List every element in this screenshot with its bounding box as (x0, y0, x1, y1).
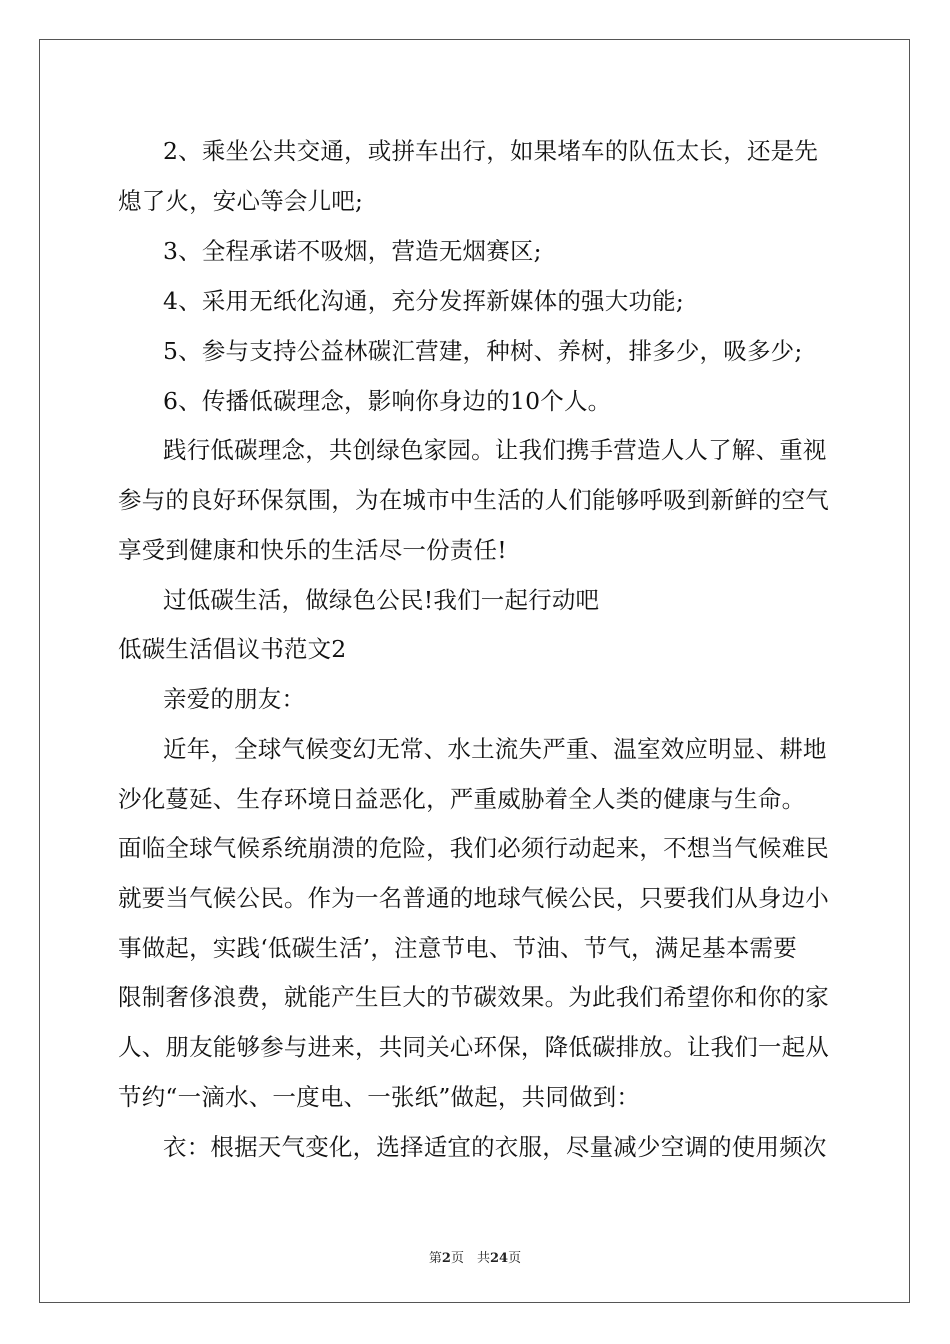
salutation: 亲爱的朋友： (163, 685, 306, 713)
text-line: 事做起，实践‘低碳生活’，注意节电、节油、节气，满足基本需要 (118, 934, 797, 962)
text-line: 沙化蔓延、生存环境日益恶化，严重威胁着全人类的健康与生命。 (118, 785, 806, 813)
text-line: 人、朋友能够参与进来，共同关心环保，降低碳排放。让我们一起从 (118, 1033, 829, 1061)
text-line: 面临全球气候系统崩溃的危险，我们必须行动起来，不想当气候难民 (118, 834, 829, 862)
text-line: 5、参与支持公益林碳汇营建，种树、养树，排多少，吸多少; (163, 337, 803, 365)
footer-prefix: 第 (428, 1251, 442, 1266)
text-line: 近年，全球气候变幻无常、水土流失严重、温室效应明显、耕地 (163, 735, 827, 763)
footer-suffix: 页 (508, 1251, 522, 1266)
text-line: 就要当气候公民。作为一名普通的地球气候公民，只要我们从身边小 (118, 884, 829, 912)
footer-mid: 页 共 (450, 1251, 490, 1266)
text-line: 6、传播低碳理念，影响你身边的10个人。 (163, 387, 612, 415)
text-line: 衣：根据天气变化，选择适宜的衣服，尽量减少空调的使用频次 (163, 1133, 827, 1161)
text-line: 限制奢侈浪费，就能产生巨大的节碳效果。为此我们希望你和你的家 (118, 983, 829, 1011)
text-line: 3、全程承诺不吸烟，营造无烟赛区; (163, 237, 542, 265)
total-page-number: 24 (489, 1251, 509, 1266)
text-line: 践行低碳理念，共创绿色家园。让我们携手营造人人了解、重视 (163, 436, 827, 464)
text-line: 享受到健康和快乐的生活尽一份责任! (118, 536, 507, 564)
current-page-number: 2 (441, 1251, 451, 1266)
text-line: 熄了火，安心等会儿吧; (118, 187, 364, 215)
page-footer (0, 1247, 950, 1266)
text-line: 过低碳生活，做绿色公民!我们一起行动吧 (163, 586, 600, 614)
text-line: 参与的良好环保氛围，为在城市中生活的人们能够呼吸到新鲜的空气 (118, 486, 829, 514)
page-frame (39, 39, 910, 1303)
text-line: 4、采用无纸化沟通，充分发挥新媒体的强大功能; (163, 287, 684, 315)
text-line: 2、乘坐公共交通，或拼车出行，如果堵车的队伍太长，还是先 (163, 137, 819, 165)
text-line: 节约“一滴水、一度电、一张纸”做起，共同做到： (118, 1083, 641, 1111)
section-heading: 低碳生活倡议书范文2 (118, 635, 347, 663)
